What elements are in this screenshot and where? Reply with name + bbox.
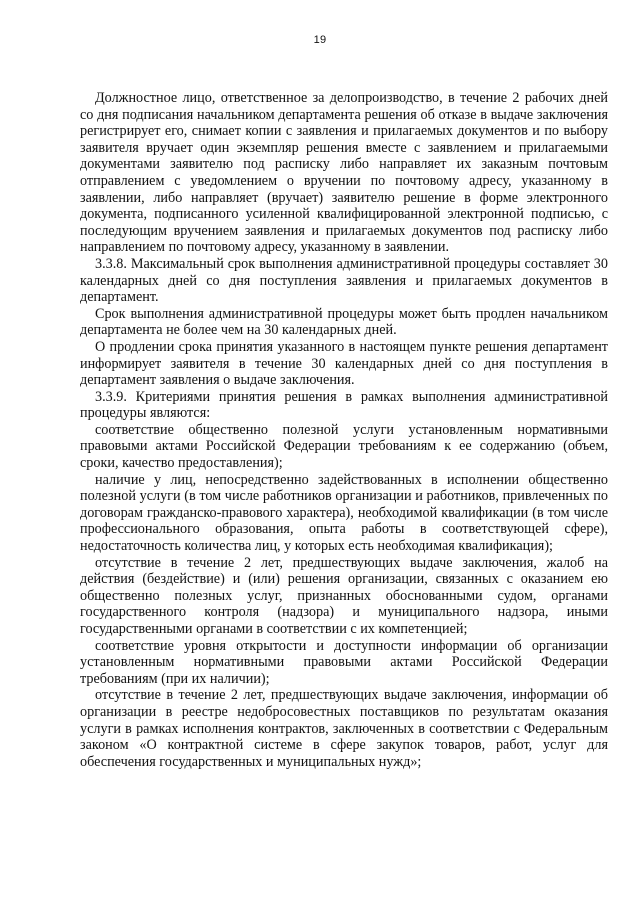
paragraph: Должностное лицо, ответственное за делопроизводство, в течение 2 рабочих дней со дня подписания начальником департамента решения об отказе в выдаче заключения регистрирует его, снимает копии с заявления и прилагаемых документов и по выбору заявителя вручает один экземпляр решения вместе с заявлением и прилагаемыми документами заявителю под расписку либо направляет их заказным почтовым отправлением с уведомлением о вручении по почтовому адресу, указанному в заявлении, либо направляет (вручает) заявителю решение в форме электронного документа, подписанного усиленной квалифицированной электронной подписью, с последующим вручением заявления и прилагаемых документов под расписку либо направлением по почтовому адресу, указанному в заявлении. [80,90,608,256]
document-body [80,90,608,770]
paragraph: 3.3.8. Максимальный срок выполнения административной процедуры составляет 30 календарных дней со дня поступления заявления и прилагаемых документов в департамент. [80,255,608,306]
paragraph: наличие у лиц, непосредственно задействованных в исполнении общественно полезной услуги (в том числе работников организации и работников, привлеченных по договорам гражданско-правового характера), необходимой квалификации (в том числе профессионального образования, опыта работы в соответствующей сфере), недостаточность количества лиц, у которых есть необходимая квалификация); [80,471,608,555]
paragraph: 3.3.9. Критериями принятия решения в рамках выполнения административной процедуры являются: [80,388,608,422]
paragraph: соответствие общественно полезной услуги установленным нормативными правовыми актами Российской Федерации требованиям к ее содержанию (объем, сроки, качество предоставления); [80,421,608,472]
paragraph: отсутствие в течение 2 лет, предшествующих выдаче заключения, информации об организации в реестре недобросовестных поставщиков по результатам оказания услуги в рамках исполнения контрактов, заключенных в соответствии с Федеральным законом «О контрактной системе в сфере закупок товаров, работ, услуг для обеспечения государственных и муниципальных нужд»; [80,687,608,770]
paragraph: Срок выполнения административной процедуры может быть продлен начальником департамента не более чем на 30 календарных дней. [80,305,608,339]
paragraph: О продлении срока принятия указанного в настоящем пункте решения департамент информирует заявителя в течение 30 календарных дней со дня поступления в департамент заявления о выдаче заключения. [80,338,608,389]
page-number: 19 [313,34,327,46]
paragraph: соответствие уровня открытости и доступности информации об организации установленным нормативными правовыми актами Российской Федерации требованиям (при их наличии); [80,637,608,687]
paragraph: отсутствие в течение 2 лет, предшествующих выдаче заключения, жалоб на действия (бездействие) и (или) решения организации, связанных с оказанием ею общественно полезных услуг, признанных обоснованными судом, органами государственного контроля (надзора) и муниципального надзора, иными государственными органами в соответствии с их компетенцией; [80,554,608,637]
